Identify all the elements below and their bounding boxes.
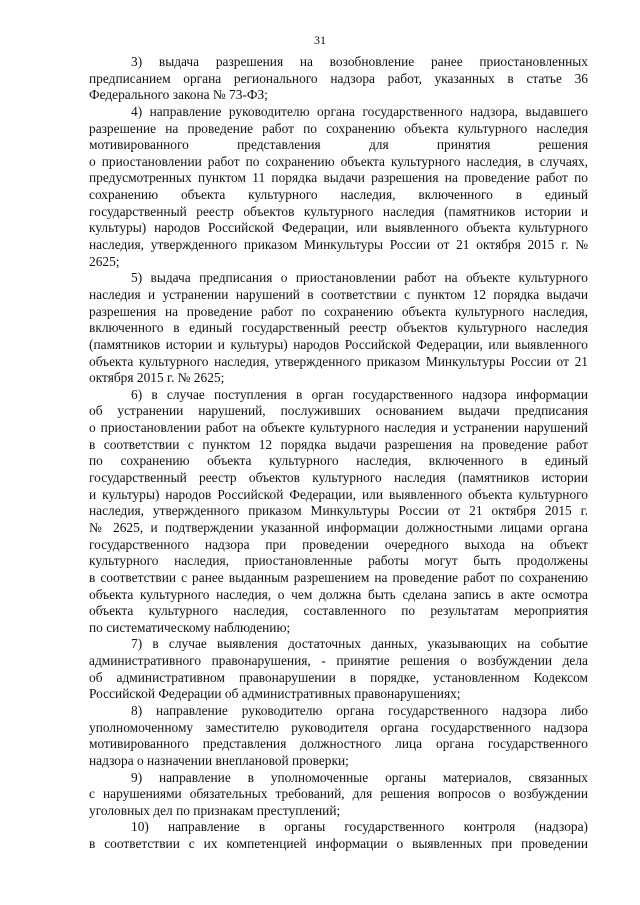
- text-line: культурного наследия, приостановленные работы могут быть продолжены: [89, 553, 588, 569]
- text-line: объекта культурного наследия, утвержденного приказом Минкультуры России от 21: [89, 353, 588, 369]
- text-line: 8) направление руководителю органа государственного надзора либо: [131, 702, 588, 718]
- text-line: по систематическому наблюдению;: [89, 619, 291, 635]
- text-line: государственного надзора при проведении очередного выхода на объект: [89, 536, 588, 552]
- text-line: предусмотренных пунктом 11 порядка выдачи разрешения на проведение работ по: [89, 170, 588, 186]
- text-line: о приостановлении работ на объекте культурного наследия и устранении нарушений: [89, 420, 588, 436]
- text-line: 7) в случае выявления достаточных данных, указывающих на событие: [131, 636, 588, 652]
- text-line: государственный реестр объектов культурного наследия (памятников истории: [89, 470, 588, 486]
- text-line: 4) направление руководителю органа государственного надзора, выдавшего: [131, 103, 588, 119]
- text-line: наследия и устранении нарушений в соответствии с пунктом 12 порядка выдачи: [89, 286, 588, 302]
- text-line: объекта культурного наследия, о чем должна быть сделана запись в акте осмотра: [89, 586, 588, 602]
- text-line: мотивированного представления должностного лица органа государственного: [89, 736, 588, 752]
- text-line: наследия, утвержденного приказом Минкультуры России от 21 октября 2015 г.: [89, 503, 588, 519]
- text-line: включенного в единый государственный реестр объектов культурного наследия: [89, 320, 588, 336]
- text-line: об устранении нарушений, послуживших основанием выдачи предписания: [89, 403, 588, 419]
- paragraph-p10: [89, 819, 588, 852]
- text-line: разрешения на проведение работ по сохранению объекта культурного наследия,: [89, 303, 588, 319]
- text-line: наследия, утвержденного приказом Минкультуры России от 21 октября 2015 г. №: [89, 237, 588, 253]
- text-line: административного правонарушения, - принятие решения о возбуждении дела: [89, 653, 588, 669]
- paragraph-p5: [89, 270, 588, 386]
- paragraph-p9: [89, 770, 588, 820]
- text-line: уголовных дел по признакам преступлений;: [89, 802, 341, 818]
- document-body: [89, 54, 588, 853]
- text-line: в соответствии с пунктом 12 порядка выдачи разрешения на проведение работ: [89, 436, 588, 452]
- text-line: 10) направление в органы государственного контроля (надзора): [131, 819, 588, 835]
- text-line: по сохранению объекта культурного наследия, включенного в единый: [89, 453, 588, 469]
- text-line: государственный реестр объектов культурного наследия (памятников истории и: [89, 203, 588, 219]
- text-line: и культуры) народов Российской Федерации, или выявленного объекта культурного: [89, 486, 588, 502]
- paragraph-p4: [89, 104, 588, 270]
- text-line: с нарушениями обязательных требований, для решения вопросов о возбуждении: [89, 786, 588, 802]
- text-line: об административном правонарушении в порядке, установленном Кодексом: [89, 669, 588, 685]
- paragraph-p7: [89, 636, 588, 703]
- text-line: 9) направление в уполномоченные органы материалов, связанных: [131, 769, 588, 785]
- paragraph-p8: [89, 703, 588, 770]
- text-line: октября 2015 г. № 2625;: [89, 370, 225, 386]
- text-line: сохранению объекта культурного наследия, включенного в единый: [89, 187, 588, 203]
- text-line: в соответствии с их компетенцией информации о выявленных при проведении: [89, 836, 588, 852]
- text-line: культуры) народов Российской Федерации, или выявленного объекта культурного: [89, 220, 588, 236]
- text-line: в соответствии с ранее выданным разрешением на проведение работ по сохранению: [89, 569, 588, 585]
- text-line: мотивированного представления для принятия решения: [89, 137, 588, 153]
- page-number: 31: [314, 33, 326, 47]
- text-line: 2625;: [89, 253, 120, 269]
- text-line: предписанием органа регионального надзора работ, указанных в статье 36: [89, 70, 588, 86]
- text-line: надзора о назначении внеплановой проверки;: [89, 752, 349, 768]
- paragraph-p3: [89, 54, 588, 104]
- text-line: 5) выдача предписания о приостановлении работ на объекте культурного: [131, 270, 588, 286]
- text-line: о приостановлении работ по сохранению объекта культурного наследия, в случаях,: [89, 153, 588, 169]
- text-line: (памятников истории и культуры) народов Российской Федерации, или выявленного: [89, 336, 588, 352]
- paragraph-p6: [89, 387, 588, 637]
- text-line: уполномоченному заместителю руководителя органа государственного надзора: [89, 719, 588, 735]
- text-line: Федерального закона № 73-ФЗ;: [89, 87, 268, 103]
- text-line: 6) в случае поступления в орган государственного надзора информации: [131, 386, 588, 402]
- text-line: Российской Федерации об административных правонарушениях;: [89, 686, 461, 702]
- text-line: объекта культурного наследия, составленного по результатам мероприятия: [89, 603, 588, 619]
- text-line: разрешение на проведение работ по сохранению объекта культурного наследия: [89, 120, 588, 136]
- text-line: № 2625, и подтверждении указанной информации должностными лицами органа: [89, 519, 588, 535]
- text-line: 3) выдача разрешения на возобновление ранее приостановленных: [131, 54, 588, 69]
